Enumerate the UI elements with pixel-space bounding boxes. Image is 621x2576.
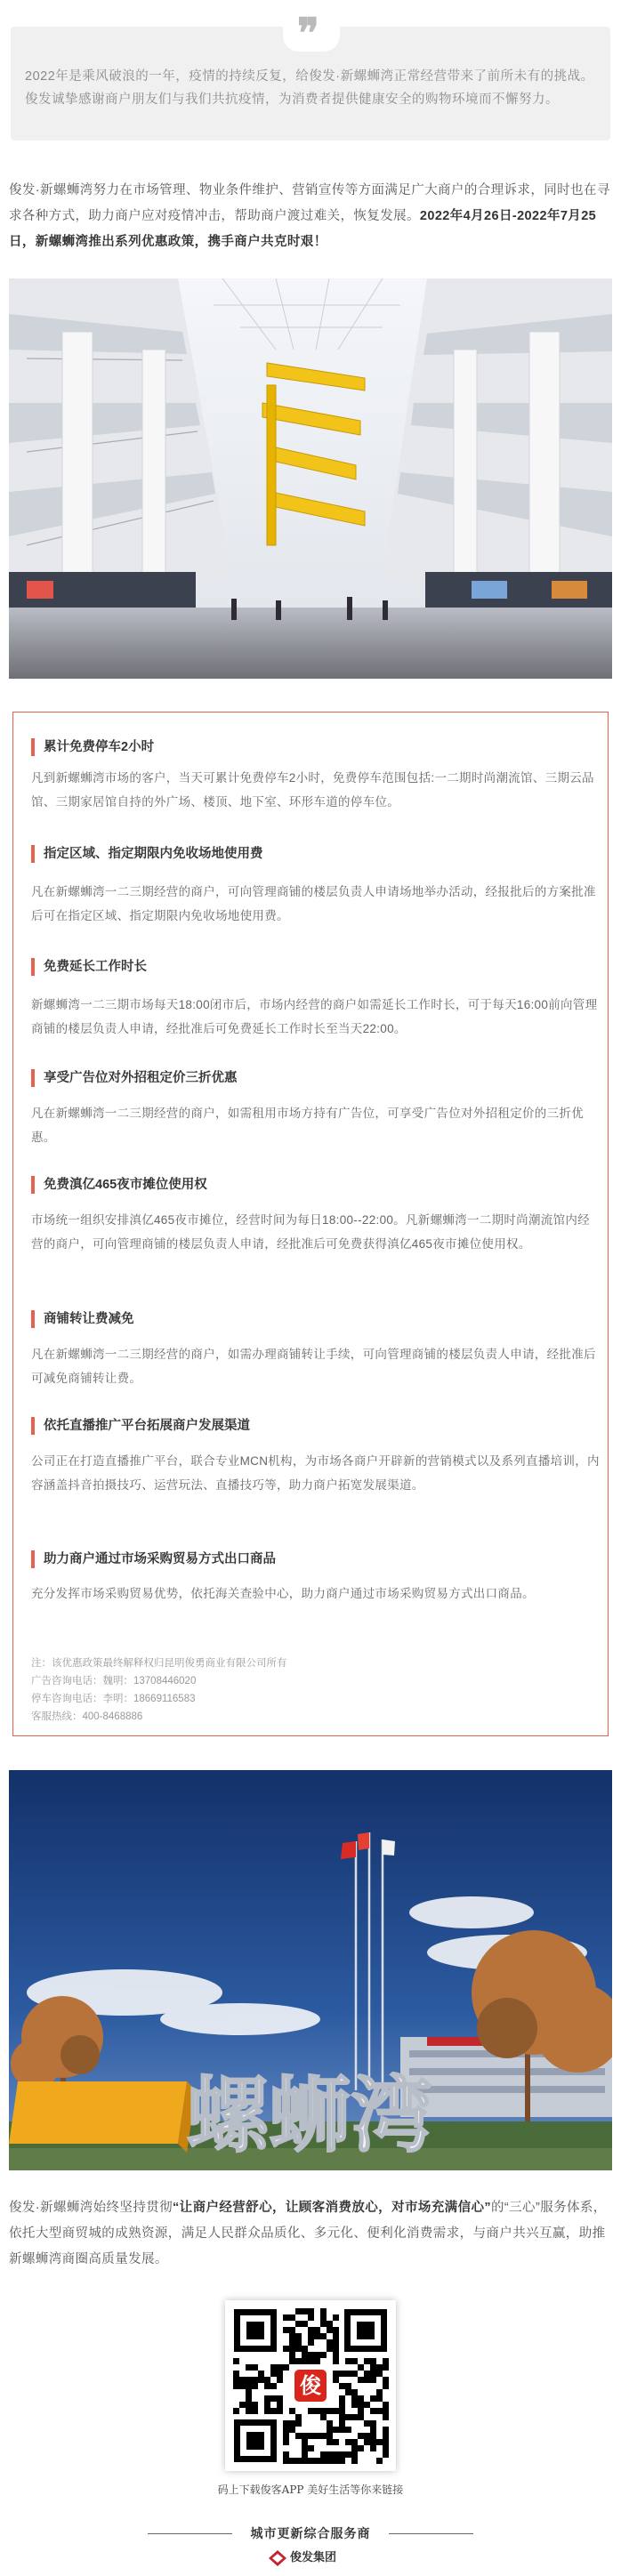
intro-text: 俊发·新螺蛳湾努力在市场管理、物业条件维护、营销宣传等方面满足广大商户的合理诉求，同时也在寻求各种方式，助力商户应对疫情冲击，帮助商户渡过难关，恢复发展。 bbox=[9, 183, 610, 223]
policy-title: 免费延长工作时长 bbox=[31, 958, 147, 976]
outro-pre: 俊发·新螺蛳湾始终坚持贯彻 bbox=[9, 2201, 173, 2215]
intro-quote-text: 2022年是乘风破浪的一年，疫情的持续反复，给俊发·新螺蛳湾正常经营带来了前所未有的挑战。俊发诚挚感谢商户朋友们与我们共抗疫情，为消费者提供健康安全的购物环境而不懈努力。 bbox=[25, 69, 594, 107]
policy-title: 指定区域、指定期限内免收场地使用费 bbox=[31, 845, 263, 863]
policy-title: 助力商户通过市场采购贸易方式出口商品 bbox=[31, 1550, 276, 1568]
policy-title: 累计免费停车2小时 bbox=[31, 738, 154, 756]
intro-bold-text: 2022年4月26日-2022年7月25日，新螺蛳湾推出系列优惠政策，携手商户共克时艰！ bbox=[9, 209, 597, 249]
parking-contact-line: 停车咨询电话：李明：18669116583 bbox=[31, 1694, 196, 1704]
contact-info bbox=[31, 1654, 565, 1726]
outro-bold: “让商户经营舒心，让顾客消费放心，对市场充满信心” bbox=[173, 2201, 492, 2215]
policy-title: 免费滇亿465夜市摊位使用权 bbox=[31, 1176, 207, 1194]
outro-paragraph bbox=[9, 2195, 612, 2273]
policy-desc: 新螺蛳湾一二三期市场每天18:00闭市后，市场内经营的商户如需延长工作时长，可于每天16:00前向管理商铺的楼层负责人申请，经批准后可免费延长工作时长至当天22:00。 bbox=[31, 998, 598, 1035]
qr-caption: 码上下载俊客APP 美好生活等你来链接 bbox=[217, 2483, 404, 2496]
footer-title: 城市更新综合服务商 bbox=[250, 2526, 371, 2540]
qr-center-logo: 俊 bbox=[300, 2373, 321, 2398]
plaza-photo bbox=[9, 1770, 612, 2170]
policy-desc: 凡在新螺蛳湾一二三期经营的商户，如需办理商铺转让手续，可向管理商铺的楼层负责人申请，经批准后可减免商铺转让费。 bbox=[31, 1348, 596, 1385]
mall-atrium-photo bbox=[9, 278, 612, 679]
policy-desc: 市场统一组织安排滇亿465夜市摊位，经营时间为每日18:00--22:00。凡新螺蛳湾一二期时尚潮流馆内经营的商户，可向管理商铺的楼层负责人申请，经批准后可免费获得滇亿465夜市摊位使用权。 bbox=[31, 1213, 590, 1251]
quote-icon: ❞ bbox=[297, 9, 319, 57]
policy-desc: 凡到新螺蛳湾市场的客户，当天可累计免费停车2小时，免费停车范围包括:一二期时尚潮流馆、三期云品馆、三期家居馆自持的外广场、楼顶、地下室、环形车道的停车位。 bbox=[31, 771, 594, 809]
policy-title: 依托直播推广平台拓展商户发展渠道 bbox=[31, 1417, 250, 1435]
ad-contact-line: 广告咨询电话：魏明：13708446020 bbox=[31, 1676, 197, 1686]
policy-title: 享受广告位对外招租定价三折优惠 bbox=[31, 1069, 238, 1087]
disclaimer-note: 注：该优惠政策最终解释权归昆明俊勇商业有限公司所有 bbox=[31, 1658, 287, 1669]
footer-brand-logo bbox=[269, 2549, 358, 2567]
policy-desc: 凡在新螺蛳湾一二三期经营的商户，如需租用市场方持有广告位，可享受广告位对外招租定价的三折优惠。 bbox=[31, 1107, 584, 1144]
app-qr-code[interactable] bbox=[225, 2300, 396, 2471]
intro-paragraph bbox=[9, 178, 612, 255]
outro-post: 的“三心”服务体系，依托大型商贸城的成熟资源，满足人民群众品质化、多元化、便利化消费需求，与商户共兴互赢，助推新螺蛳湾商圈高质量发展。 bbox=[9, 2201, 607, 2266]
policy-desc: 公司正在打造直播推广平台，联合专业MCN机构，为市场各商户开辟新的营销模式以及系列直播培训，内容涵盖抖音拍摄技巧、运营玩法、直播技巧等，助力商户拓宽发展渠道。 bbox=[31, 1454, 600, 1492]
plaza-sign-text: 螺蛳湾 bbox=[187, 2068, 433, 2163]
policy-desc: 充分发挥市场采购贸易优势，依托海关查验中心，助力商户通过市场采购贸易方式出口商品。 bbox=[31, 1587, 535, 1600]
brand-logo-icon bbox=[269, 2550, 286, 2566]
footer-brand-name: 俊发集团 bbox=[290, 2551, 337, 2564]
policy-title: 商铺转让费减免 bbox=[31, 1310, 134, 1328]
hotline: 客服热线：400-8468886 bbox=[31, 1711, 143, 1722]
policy-desc: 凡在新螺蛳湾一二三期经营的商户，可向管理商铺的楼层负责人申请场地举办活动，经报批后的方案批准后可在指定区域、指定期限内免收场地使用费。 bbox=[31, 885, 596, 922]
policy-card bbox=[12, 712, 609, 1736]
